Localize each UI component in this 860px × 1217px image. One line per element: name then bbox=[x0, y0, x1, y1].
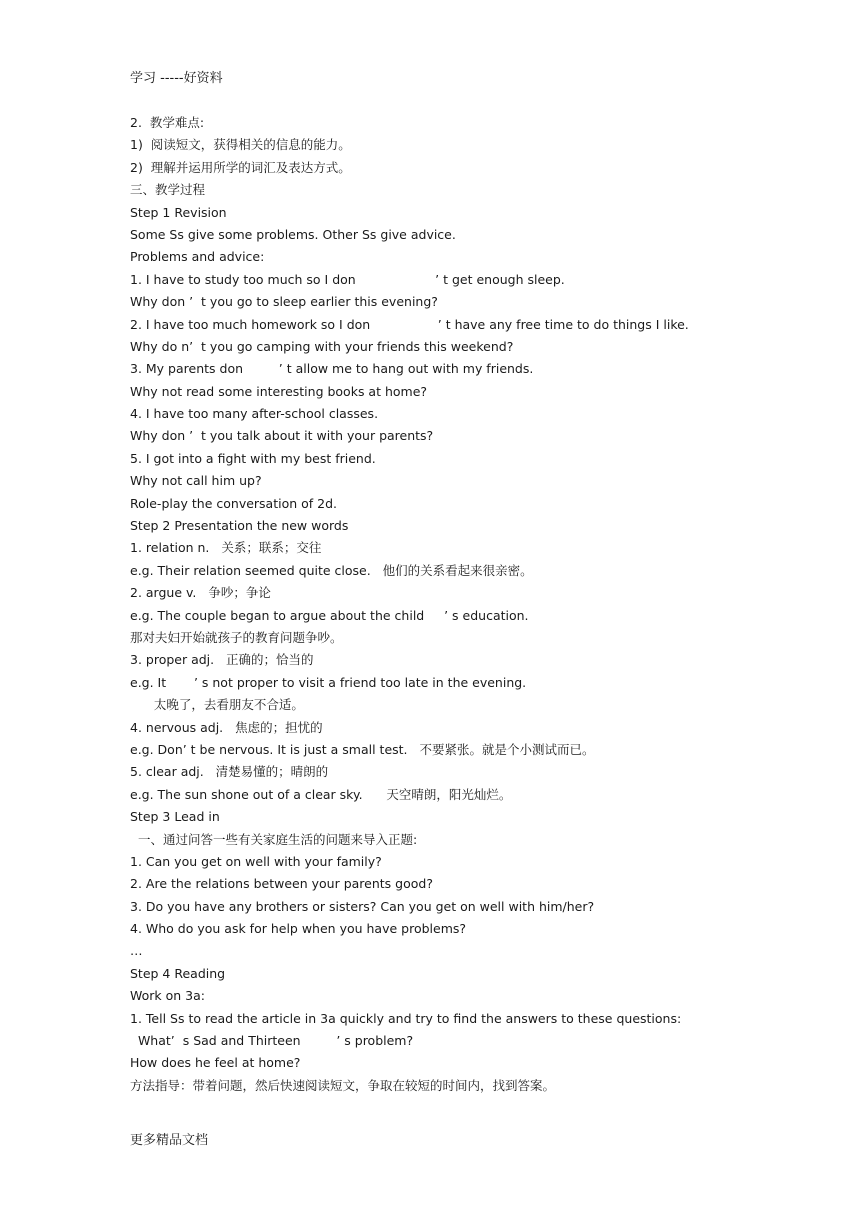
text-line: e.g. The couple began to argue about the child ’ s education. bbox=[130, 607, 529, 623]
text-line: Why not call him up? bbox=[130, 473, 262, 489]
text-line: 1) 阅读短文，获得相关的信息的能力。 bbox=[130, 137, 351, 153]
text-line: Work on 3a: bbox=[130, 988, 205, 1004]
section-heading: 三、教学过程 bbox=[130, 182, 206, 198]
text-line: 5. clear adj. 清楚易懂的；晴朗的 bbox=[130, 764, 329, 780]
step-heading: Step 4 Reading bbox=[130, 965, 226, 981]
text-line: 4. I have too many after-school classes. bbox=[130, 406, 379, 422]
text-line: Why not read some interesting books at home? bbox=[130, 383, 428, 399]
text-line: 1. Can you get on well with your family? bbox=[130, 853, 382, 869]
text-line: 4. Who do you ask for help when you have problems? bbox=[130, 921, 467, 937]
text-line: Problems and advice: bbox=[130, 249, 265, 265]
text-line: Why do n’ t you go camping with your friends this weekend? bbox=[130, 338, 514, 354]
text-line: 3. My parents don ’ t allow me to hang out with my friends. bbox=[130, 361, 534, 377]
document-body bbox=[130, 112, 830, 1097]
text-line: Role-play the conversation of 2d. bbox=[130, 495, 338, 511]
text-line: 方法指导：带着问题，然后快速阅读短文，争取在较短的时间内，找到答案。 bbox=[130, 1077, 556, 1093]
text-line: 3. proper adj. 正确的；恰当的 bbox=[130, 652, 314, 668]
step-heading: Step 3 Lead in bbox=[130, 809, 220, 825]
text-line: 3. Do you have any brothers or sisters? Can you get on well with him/her? bbox=[130, 898, 595, 914]
text-line: Why don ’ t you talk about it with your parents? bbox=[130, 428, 434, 444]
text-line: e.g. It ’ s not proper to visit a friend too late in the evening. bbox=[130, 674, 527, 690]
text-line: 2. 教学难点: bbox=[130, 115, 205, 130]
text-line: 1. Tell Ss to read the article in 3a quickly and try to find the answers to these questions: bbox=[130, 1010, 682, 1026]
text-line: 1. I have to study too much so I don ’ t get enough sleep. bbox=[130, 271, 565, 287]
text-line: 2. Are the relations between your parents good? bbox=[130, 876, 433, 892]
text-line: 4. nervous adj. 焦虑的；担忧的 bbox=[130, 719, 323, 735]
step-heading: Step 2 Presentation the new words bbox=[130, 518, 349, 534]
step-heading: Step 1 Revision bbox=[130, 204, 227, 220]
page-header: 学习 -----好资料 bbox=[130, 71, 223, 86]
text-line: What’ s Sad and Thirteen ’ s problem? bbox=[130, 1033, 414, 1049]
page-footer: 更多精品文档 bbox=[130, 1133, 209, 1148]
text-line: 一、通过问答一些有关家庭生活的问题来导入正题: bbox=[130, 831, 418, 847]
text-line: 5. I got into a fight with my best friend. bbox=[130, 450, 376, 466]
text-line: 2) 理解并运用所学的词汇及表达方式。 bbox=[130, 159, 351, 175]
text-line: Why don ’ t you go to sleep earlier this evening? bbox=[130, 294, 438, 310]
text-line: e.g. The sun shone out of a clear sky. 天空晴朗，阳光灿烂。 bbox=[130, 786, 512, 802]
text-line: e.g. Don’ t be nervous. It is just a small test. 不要紧张。就是个小测试而已。 bbox=[130, 741, 595, 757]
text-line: Some Ss give some problems. Other Ss give advice. bbox=[130, 226, 456, 242]
text-line: 那对夫妇开始就孩子的教育问题争吵。 bbox=[130, 629, 343, 645]
text-line: 2. I have too much homework so I don ’ t have any free time to do things I like. bbox=[130, 316, 689, 332]
text-line: How does he feel at home? bbox=[130, 1055, 301, 1071]
text-line: 2. argue v. 争吵；争论 bbox=[130, 585, 271, 601]
ellipsis: … bbox=[130, 943, 143, 959]
text-line: 太晚了，去看朋友不合适。 bbox=[130, 697, 304, 713]
text-line: e.g. Their relation seemed quite close. 他们的关系看起来很亲密。 bbox=[130, 562, 533, 578]
text-line: 1. relation n. 关系；联系；交往 bbox=[130, 540, 322, 556]
